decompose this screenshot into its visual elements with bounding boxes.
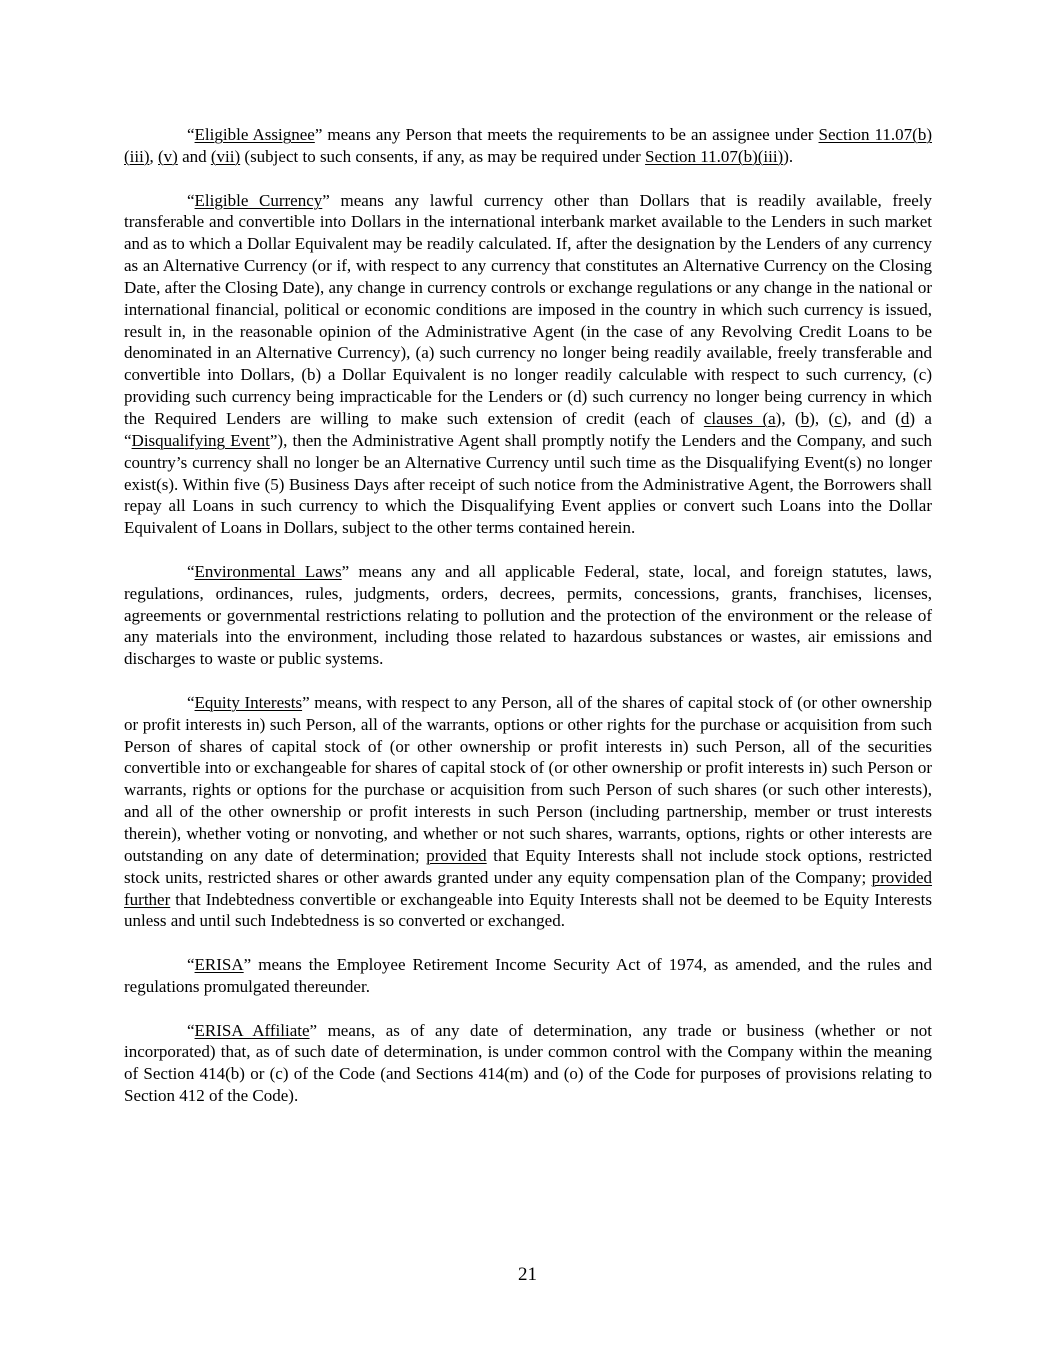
- definition-text: ” means, as of any date of determination, any trade or business (whether or not incorporated) that, as of such date of determination, is under common control with the Company within the meaning of Section 414(b) or (c) of the Code (and Sections 414(m) and (o) of the Code for purposes of provisions relating to Section 412 of the Code).: [124, 1020, 933, 1106]
- defined-term-reference: provided: [871, 867, 932, 887]
- definition-text: ” means any Person that meets the requirements to be an assignee under: [314, 125, 819, 144]
- definition-text: ).: [783, 146, 794, 166]
- definition-text: “: [187, 955, 195, 975]
- defined-term-reference: Environmental Laws: [194, 561, 342, 581]
- definition-text: ) a “: [124, 408, 932, 450]
- definition-eligible-assignee: [124, 124, 932, 168]
- defined-term-reference: further: [124, 889, 171, 909]
- definition-text: “: [187, 692, 195, 712]
- defined-term-reference: (v): [158, 146, 178, 166]
- definition-text: that Indebtedness convertible or exchangeable into Equity Interests shall not be deemed to be Equity Interests unless and until such Indebtedness is so converted or exchanged.: [124, 889, 932, 931]
- definition-text: that Equity Interests shall not include stock options, restricted stock units, restricted shares or other awards granted under any equity compensation plan of the Company;: [124, 845, 932, 887]
- defined-term-reference: Section 11.07(b)(iii): [645, 146, 784, 166]
- defined-term-reference: Eligible Currency: [194, 190, 323, 210]
- defined-term-reference: b: [800, 408, 810, 428]
- definition-equity-interests: [124, 692, 932, 932]
- definition-text: ”), then the Administrative Agent shall promptly notify the Lenders and the Company, and such country’s currency shall no longer be an Alternative Currency until such time as the Disqualifying Event(s) no longer exist(s). Within five (5) Business Days after receipt of such notice from the Administrative Agent, the Borrowers shall repay all Loans in such currency to which the Disqualifying Event applies or convert such Loans into the Dollar Equivalent of Loans in Dollars, subject to the other terms contained herein.: [124, 430, 932, 538]
- definition-text: ,: [149, 146, 158, 166]
- document-page: [124, 124, 932, 1129]
- definition-text: “: [187, 190, 195, 210]
- defined-term-reference: (vii): [210, 146, 241, 166]
- definition-erisa: [124, 954, 932, 998]
- definition-erisa-affiliate: [124, 1020, 932, 1107]
- definition-environmental-laws: [124, 561, 932, 670]
- definition-text: ), and (: [841, 408, 901, 428]
- defined-term-reference: Section 11.07(b)(iii): [124, 125, 932, 166]
- definition-text: ” means any lawful currency other than Dollars that is readily available, freely transferable and convertible into Dollars in the international interbank market available to the Lenders in such market and as to which a Dollar Equivalent may be readily calculated. If, after the designation by the Lenders of any currency as an Alternative Currency (or if, with respect to any currency that constitutes an Alternative Currency on the Closing Date, after the Closing Date), any change in currency controls or exchange regulations or any change in the national or international financial, political or economic conditions are imposed in the country in which such currency is issued, result in, in the reasonable opinion of the Administrative Agent (in the case of any Revolving Credit Loans to be denominated in an Alternative Currency), (a) such currency no longer being readily available, freely transferable and convertible into Dollars, (b) a Dollar Equivalent is no longer readily calculable with respect to such currency, (c) providing such currency being impracticable for the Lenders or (d) such currency no longer being currency in which the Required Lenders are willing to make such extension of credit (each of: [124, 190, 933, 428]
- definition-text: “: [187, 125, 195, 144]
- definition-text: ” means any and all applicable Federal, state, local, and foreign statutes, laws, regulations, ordinances, rules, judgments, orders, decrees, permits, concessions, grants, franchises, licenses, agreements or governmental restrictions relating to pollution and the protection of the environment or the release of any materials into the environment, including those related to hazardous substances or wastes, air emissions and discharges to waste or public systems.: [124, 561, 932, 669]
- defined-term-reference: d: [900, 408, 910, 428]
- definition-text: ), (: [775, 408, 801, 428]
- definition-text: and: [177, 146, 211, 166]
- definition-text: ” means the Employee Retirement Income Security Act of 1974, as amended, and the rules and regulations promulgated thereunder.: [124, 955, 932, 996]
- definition-eligible-currency: [124, 190, 932, 540]
- definition-text: ), (: [809, 408, 835, 428]
- definition-text: (subject to such consents, if any, as may be required under: [240, 146, 646, 166]
- defined-term-reference: Equity Interests: [194, 692, 303, 712]
- page-number: 21: [518, 1264, 537, 1285]
- defined-term-reference: provided: [426, 845, 487, 865]
- definition-text: “: [187, 1020, 195, 1040]
- defined-term-reference: Disqualifying Event: [131, 430, 270, 450]
- defined-term-reference: ERISA Affiliate: [194, 1020, 310, 1040]
- definition-text: ” means, with respect to any Person, all of the shares of capital stock of (or other ownership or profit interests in) such Person, all of the warrants, options or other rights for the purchase or acquisition from such Person of shares of capital stock of (or other ownership or profit interests in) such Person, all of the securities convertible into or exchangeable for shares of capital stock of (or other ownership or profit interests in) such Person or warrants, rights or options for the purchase or acquisition from such Person of such shares (or such other interests), and all of the other ownership or profit interests in such Person (including partnership, member or trust interests therein), whether voting or nonvoting, and whether or not such shares, warrants, options, rights or other interests are outstanding on any date of determination;: [124, 692, 933, 865]
- defined-term-reference: Eligible Assignee: [194, 125, 315, 144]
- definition-text: “: [187, 561, 195, 581]
- defined-term-reference: ERISA: [194, 955, 244, 975]
- defined-term-reference: clauses (a: [703, 408, 776, 428]
- defined-term-reference: c: [834, 408, 842, 428]
